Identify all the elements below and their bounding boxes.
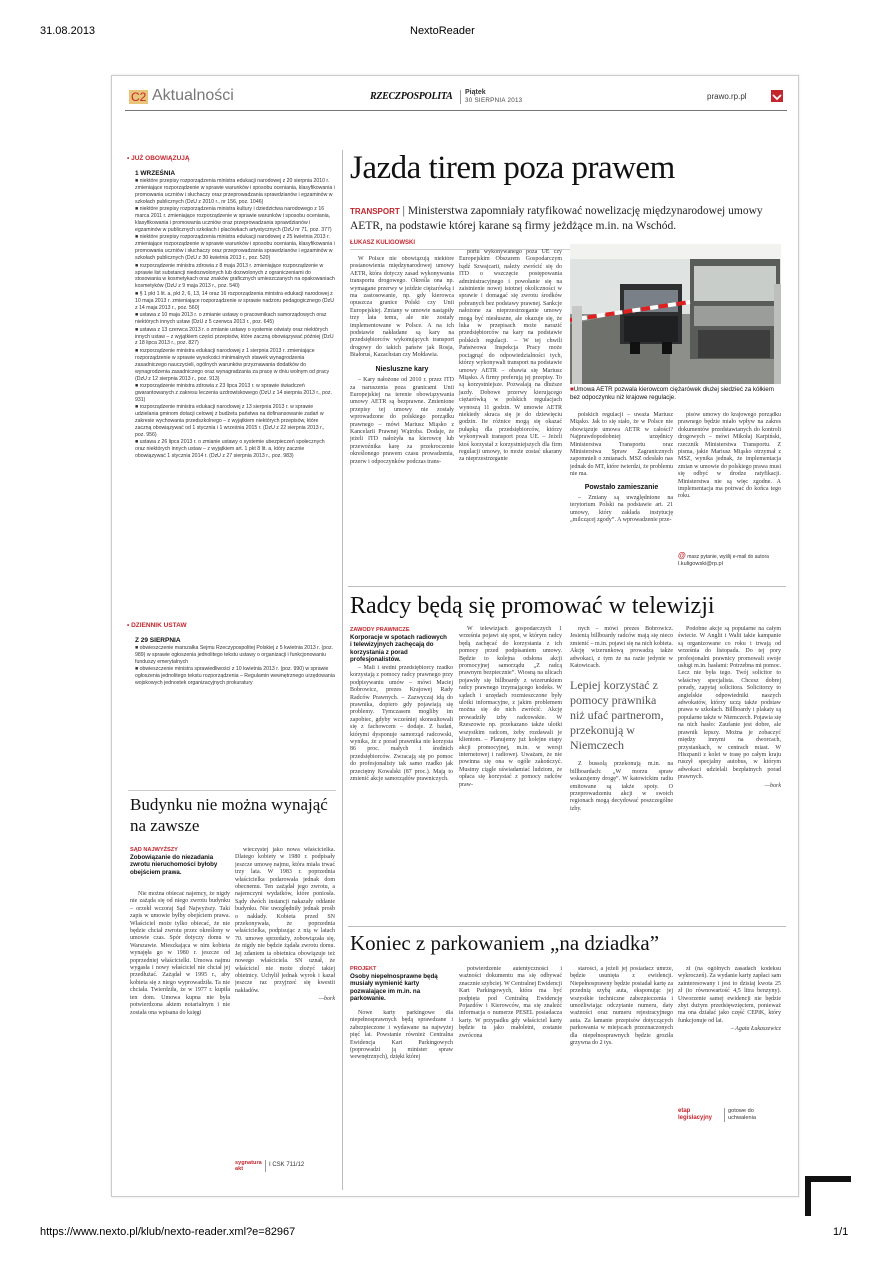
paper-name: RZECZPOSPOLITA (370, 91, 453, 102)
article-col-2: portu wykonywanego poza UE czy Europejskim Obszarem Gospodarczym bądź Szwajcarii, należy zwrócić się do ITD o wszczęcie postępowania administracyjnego i powołanie się na zaistnienie nowej istotnej okoliczności w sprawie i domagać się zwrotu środków pobranych bez podstawy prawnej. Sankcje nałożone za nieprzestrzeganie umowy mogą być niesłuszne, ale okazuje się, że luka w przepisach może narazić przedsiębiorców na kary na podstawie polskich regulacji. – W tej chwili Państwowa Inspekcja Pracy może pociągnąć do odpowiedzialności tych, którzy wykonywali transport na podstawie umowy AETR – obawia się Mariusz Miąsko. A firmy preferują jej przepisy. To są korzystniejsze. Pozwalają na dłuższe jazdy. Dobowe przerwy kierującego ciężarówką w polskich regulacjach wynoszą 11 godzin. W umowie AETR niekiedy skraca się je do dziewięciu godzin. Ite różnice mogą się okazać pułapką dla przedsiębiorców, którzy wykonywali transport poza UE. – Jeżeli ktoś korzystał z korzystniejszych dla firm regulacji umowy, to może zostać ukarany za nieprzestrzeganie (459, 249, 562, 463)
page-url[interactable]: https://www.nexto.pl/klub/nexto-reader.xml?e=82967 (40, 1226, 296, 1238)
masthead (125, 86, 787, 108)
at-icon: @ (678, 551, 686, 560)
day-label: Piątek (465, 89, 486, 96)
deck: Zobowiązanie do niezadania zwrotu nieruchomości byłoby obejściem prawa. (130, 854, 218, 876)
logo-icon (771, 90, 783, 102)
kicker: PROJEKT (350, 966, 377, 972)
masthead-rule (125, 110, 787, 111)
app-title: NextoReader (410, 25, 475, 37)
photo-caption: ■Umowa AETR pozwala kierowcom ciężarówek dłużej siedzieć za kółkiem bez odpoczynku niż krajowe regulacje. (570, 386, 774, 401)
list-item: ■ obwieszczenie marszałka Sejmu Rzeczypospolitej Polskiej z 5 kwietnia 2013 r. (poz. 989) w sprawie ogłoszenia jednolitego tekstu ustawy o organizacji i funkcjonowaniu funduszy emerytalnych (135, 645, 334, 665)
kicker: SĄD NAJWYŻSZY (130, 847, 178, 853)
article-col-1: Nowe karty parkingowe dla niepełnosprawnych będą sprawdzane i zabezpieczone i wydawane na najwyżej pięć lat. Powstanie również Centralna Ewidencja Kart Parkingowych (poprowadzi ją minister spraw wewnętrznych), dzięki której (350, 1010, 453, 1061)
sidebar-divider (342, 150, 343, 1190)
section-rule-1 (348, 586, 786, 587)
deck: TRANSPORT | Ministerstwa zapomniały ratyfikować nowelizację międzynarodowej umowy AETR, na podstawie której karane są firmy jeżdżące m.in. na Wschód. (350, 205, 763, 232)
legislative-stage-label: etap legislacyjny (678, 1108, 713, 1121)
sidebar-title-2: • DZIENNIK USTAW (127, 622, 187, 629)
sidebar-date-2: Z 29 SIERPNIA (135, 637, 181, 644)
print-date: 31.08.2013 (40, 25, 96, 37)
section-name: Aktualności (152, 87, 234, 104)
list-item: ■ ustawa z 26 lipca 2013 r. o zmianie ustawy o systemie ubezpieczeń społecznych oraz niektórych innych ustaw – z wyjątkiem art. 1 pkt 8 lit. a, który zacznie obowiązywać 1 stycznia 2014 r. (DzU z 27 sierpnia 2013 r., poz. 983) (135, 439, 325, 460)
kicker: ZAWODY PRAWNICZE (350, 627, 410, 633)
deck: Korporacje w spotach radiowych i telewizyjnych zachęcają do korzystania z porad profesjonalistów. (350, 634, 447, 664)
list-item: ■ niektóre przepisy rozporządzenia ministra kultury i dziedzictwa narodowego z 16 marca 2011 r. zmieniające rozporządzenie w sprawie warunków i sposobu oceniania, klasyfikowania i promowania uczniów oraz przeprowadzania sprawdzianów i egzaminów w publicznych szkołach i placówkach artystycznych (DzU nr 71, poz. 377) (135, 206, 332, 233)
headline: Radcy będą się promować w telewizji (350, 593, 715, 619)
article-col-2: W telewizjach gospodarczych 1 września pojawi się spot, w którym radcy będą zachęcać do korzystania z ich pomocy przed podpisaniem umowy. Będzie to kolejna odsłona akcji promocyjnej samorządu „Z radcą prawnym bezpiecznie”. Wiosną na ulicach pojawiły się billboardy z wizerunkiem radcy prawnego trzymającego kodeks. W sądach i urzędach rozmieszczone były ulotki informacyjne, z jakim problemem można się do nich zwrócić. Akcję prowadziły izby radcowskie. W Rzeszowie np. przekazano także ulotki wszystkim radcom, żeby rozdawali je klientom. – Planujemy już kolejne etapy akcji promocyjnej, m.in. w wersji internetowej i radiowej. Uważam, że nie powinna się ona w ogóle zakończyć. Musimy ciągle uświadamiać ludziom, że opłaca się korzystać z pomocy radców praw- (459, 626, 562, 788)
sig-divider (265, 1160, 266, 1172)
article-parkowanie (348, 930, 788, 1192)
article-col-2: potwierdzenie autentyczności i ważności dokumentu ma się odbywać znacznie szybciej. W Centralnej Ewidencji Kart Parkingowych, która ma być podpięta pod Centralną Ewidencję Pojazdów i Kierowców, ma się znaleźć informacja o numerze PESEL posiadacza karty. W przypadku gdy właściciel karty będzie tu jako małoletni, zostanie zwrócona (459, 966, 562, 1039)
list-item: ■ rozporządzenie ministra edukacji narodowej z 13 sierpnia 2013 r. w sprawie udzielania gminom dotacji celowej z budżetu państwa na dofinansowanie zadań w zakresie wychowania przedszkolnego – z wyjątkiem niektórych przepisów, które zaczną obowiązywać od 1 stycznia i 1 września 2015 r. (DzU z 22 sierpnia 2013 r., poz. 956) (135, 404, 325, 438)
article-col-3: polskich regulacji – uważa Mariusz Miąsko. Jak to się stało, że w Polsce nie obowiązuje umowa AETR w całości? Najprawdopodobniej urzędnicy Ministerstwa Transportu oraz Ministerstwa Spraw Zagranicznych zapomnieli o zmianach. MSZ odesłało nas jednak do MT, które twierdzi, że problemu nie ma. Powstało zamieszanie – Zmiany są uwzględnione na terytorium Polski na podstawie art. 21 umowy, który zakłada instytucję „milczącej zgody”. A wprowadzenie prze- (570, 412, 673, 524)
article-budynku (128, 794, 338, 1194)
author: ŁUKASZ KULIGOWSKI (350, 240, 415, 246)
list-item: ■ rozporządzenie ministra zdrowia z 8 maja 2013 r. zmieniające rozporządzenie w sprawie list substancji niedozwolonych lub dozwolonych z ograniczeniami do stosowania w kosmetykach oraz znaków graficznych umieszczanych na opakowaniach kosmetyków (DzU z 9 maja 2013 r., poz. 540) (135, 262, 335, 290)
article-col-4: Podobne akcje są popularne na całym świecie. W Anglii i Walii takie kampanie są organizowane co roku i trwają od września do listopada. Do tej pory profesjonalni prawnicy promowali swoje usługi m.in. hasłami: Potrzebna mi pomoc. Lecz nie była tego. Twój solicitor to właściwy specjalista. Chcesz dobrej porady, zapytaj solicitora. Solicitorzy to angielskie odpowiedniki naszych adwokatów, którzy uczą także podstaw prawa w szkołach. Billboardy i plakaty są popularne także w Niemczech. Pojawia się na nich hasło: Zaufanie jest dobre, ale prawnik lepszy. Można je zobaczyć między innymi na dworcach, przystankach, w centrach miast. W Hiszpanii z kolei w trasę po całym kraju ruszył specjalny autobus, w którym adwokaci udzielali bezpłatnych porad prawnych. —bork (678, 626, 781, 789)
article-radcy (348, 592, 788, 922)
list-item: ■ rozporządzenie ministra zdrowia z 23 lipca 2013 r. w sprawie świadczeń gwarantowanych z zakresu leczenia uzdrowiskowego (DzU z 14 sierpnia 2013 r., poz. 931) (135, 383, 332, 403)
deck: Osoby niepełnosprawne będą musiały wymienić karty pozwalające im m.in. na parkowanie. (350, 973, 438, 1003)
corner-mark (805, 1176, 851, 1216)
article-col-1: – Mali i średni przedsiębiorcy rzadko korzystają z pomocy radcy prawnego przy podpisywaniu umów – mówi Maciej Bobrowicz, prezes Krajowej Rady Radców Prawnych. – Zazwyczaj idą do prawnika, dopiero gdy pojawiają się problemy. Tymczasem mogliby im zapobiec, gdyby wcześniej skonsultowali się z fachowcem – dodaje. Z badań, którymi dysponuje samorząd radcowski, wynika, że z porad prawnika nie korzysta 86 proc. małych i średnich przedsiębiorców. Zwracają się po pomoc do profesjonalisty tak samo rzadko jak przeciętny Kowalski (87 proc.). Mają to zmienić akcje samorządów prawniczych. (350, 665, 453, 783)
sidebar-list-1 (135, 178, 335, 596)
date-label: 30 SIERPNIA 2013 (465, 97, 523, 104)
sidebar-list-2 (135, 645, 335, 688)
article-col-1: W Polsce nie obowiązują niektóre postanowienia międzynarodowej umowy AETR, która dotyczy zasad wykonywania transportu drogowego. Określa ona np. wymagane przerwy w jeździe ciężarówką i ma zastosowanie, np. gdy kierowca opuszcza granice Polski czy Unii Europejskiej. Zmiany w umowie nastąpiły trzy lata temu, ale nie zostały implementowane w Polsce. A na ich podstawie nakładane są kary na przedsiębiorców wykonujących transport drogowy do takich państw jak Rosja, Białoruś, Kazachstan czy Mołdawia. Niesluszne kary – Kary nałożone od 2010 r. przez ITD za naruszenia poza granicami Unii Europejskiej na terenie obowiązywania umowy AETR są bezprawne. Zmienione przepisy tej umowy nie zostały wprowadzone do polskiego porządku prawnego – mówi Mariusz Miąsko z Kancelarii Prawnej Wątroba. Dodaje, że jeżeli ITD nałożyła na kierowcę lub przewoźnika karę za przekroczenie określonego prawem czasu prowadzenia, przerw i odpoczynków podczas trans- (350, 256, 454, 465)
section-rule-2 (348, 926, 786, 927)
section-number: C2 (131, 90, 147, 104)
headline: Koniec z parkowaniem „na dziadka” (350, 931, 660, 955)
list-item: ■ obwieszczenie ministra sprawiedliwości z 10 kwietnia 2013 r. (poz. 990) w sprawie ogłoszenia jednolitego tekstu rozporządzenia – Regulamin wewnętrznego urzędowania wojskowych jednostek organizacyjnych prokuratury (135, 666, 335, 687)
list-item: ■ niektóre przepisy rozporządzenia ministra edukacji narodowej z 20 sierpnia 2010 r. zmieniające rozporządzenie w sprawie warunków i sposobu oceniania, klasyfikowania i promowania uczniów i słuchaczy oraz przeprowadzania sprawdzianów i egzaminów w szkołach publicznych (DzU z 2010 r., nr 156, poz. 1046) (135, 178, 335, 205)
article-col-1: Nie można obiecać najemcy, że nigdy nie zażąda się od niego zwrotu budynku – orzekł wczoraj Sąd Najwyższy. Taki zapis w umowie byłby obejściem prawa. Właściciel może tylko obiecać, że nie będzie chciał zwrotu przez określony w umowie czas. Spór dotyczy domu w Warszawie. Mieszkająca w nim kobieta wynajęła go w 1980 r. jeszcze od poprzedniej właścicielki. Umowa najmu wygasła i nowy właściciel nie chciał jej przedłużać. Zażądał w 1995 r., aby kobieta się z niego wyprowadziła. Ta nie chciała. Twierdziła, że w 1977 r. kupiła ten dom. Umowa kupna nie była potwierdzona aktem notarialnym i nie została ona wpisana do księgi (130, 891, 230, 1016)
truck-photo (570, 244, 781, 384)
signature-value: I CSK 711/12 (269, 1162, 305, 1168)
article-jazda-tirem (348, 148, 788, 583)
signature-label: sygnatura akt (235, 1160, 262, 1173)
headline: Budynku nie można wynająć na zawsze (130, 795, 328, 835)
legislative-stage-value: gotowe do uchwalenia (728, 1108, 756, 1121)
site-link[interactable]: prawo.rp.pl (707, 92, 747, 101)
list-item: ■ rozporządzenie ministra edukacji narodowej z 1 sierpnia 2013 r. zmieniające rozporządzenie w sprawie wysokości minimalnych stawek wynagrodzenia zasadniczego nauczycieli, ogólnych warunków przyznawania dodatków do wynagrodzenia zasadniczego oraz wynagradzania za pracę w dniu wolnym od pracy (DzU z 12 sierpnia 2013 r., poz. 913) (135, 347, 330, 382)
art3-top-rule (128, 790, 336, 791)
page-count: 1/1 (833, 1226, 849, 1238)
article-col-4: pisów umowy do krajowego porządku prawnego będzie miało wpływ na zakres dokumentów przedstawianych do kontroli drogowych – mówi Mikołaj Karpiński, rzecznik Ministerstwa Transportu. Z pisma, jakie Mariusz Miąsko otrzymał z MSZ, wynika jednak, że implementacja zmian w umowie do polskiego prawa musi się odbyć w drodze ratyfikacji. Ministerstwa nie są więc zgodne. A implementacja ma potrwać do końca tego roku. (678, 412, 781, 500)
list-item: ■ ustawa z 13 czerwca 2013 r. o zmianie ustawy o systemie oświaty oraz niektórych innych ustaw – z wyjątkiem części przepisów, które zaczną obowiązywać później (DzU z 18 lipca 2013 r., poz. 827) (135, 326, 334, 347)
article-col-3: starości, a jeżeli jej posiadacz umrze, będzie usunięta z ewidencji. Niepełnosprawny będzie posiadał kartę za przednią szybą auta, eksponując jej wszystkie techniczne zabezpieczenia i umożliwiając odczytanie numeru, daty ważności oraz numeru rejestracyjnego auta. Za łamanie przepisów dotyczących parkowania w miejscach przeznaczonych dla niepełnosprawnych będzie groziła grzywna do 2 tys. (570, 966, 673, 1047)
email-box[interactable]: @ masz pytanie, wyślij e-mail do autora l.kuligowski@rp.pl (678, 551, 769, 567)
list-item: ■ § 1 pkt 1 lit. a, pkt 2, 6, 13, 14 oraz 16 rozporządzenia ministra edukacji narodowej z 10 maja 2013 r. zmieniające rozporządzenie w sprawie nadzoru pedagogicznego (DzU z 14 maja 2013 r., poz. 560) (135, 290, 334, 311)
list-item: ■ niektóre przepisy rozporządzenia ministra edukacji narodowej z 25 kwietnia 2013 r. zmieniające rozporządzenie w sprawie warunków i sposobu oceniania, klasyfikowania i promowania uczniów i słuchaczy oraz przeprowadzania sprawdzianów i egzaminów w szkołach publicznych (DzU z 30 kwietnia 2013 r., poz. 520) (135, 234, 335, 262)
stage-divider (724, 1108, 725, 1122)
list-item: ■ ustawa z 10 maja 2013 r. o zmianie ustawy o pracownikach samorządowych oraz niektórych innych ustaw (DzU z 5 czerwca 2013 r., poz. 645) (135, 312, 327, 326)
article-col-3: nych – mówi prezes Bobrowicz. Jesienią billboardy radców mają się nieco zmienić – m.in. pojawi się na nich kobieta. Akcję wizerunkową prowadzą także adwokaci, z tym że na razie jedynie w Katowicach. Lepiej korzystać z pomocy prawnika niż ufać partnerom, przekonują w Niemczech Z bussolą przekonują m.in. na billboardach: „W morzu spraw wskazujemy drogę”. W katowickim radiu emitowane są także spoty. O przeprowadzeniu akcji w swoich regionach mogą decydować poszczególne izby. (570, 626, 673, 812)
sidebar-title-1: • JUŻ OBOWIĄZUJĄ (127, 155, 190, 162)
sidebar (127, 155, 335, 775)
masthead-divider (460, 90, 461, 104)
article-col-4: zł (na ogólnych zasadach kodeksu wykroczeń). Za wydanie karty zapłaci sam zainteresowany i jest to dzisiaj kwota 25 zł (to równowartość 4,5 litra benzyny). Utworzenie samej ewidencji nie będzie zbyt dużym przedsięwzięciem, ponieważ ma ona działać jako część CEPiK, który funkcjonuje od lat. – Agata Łukaszewicz (678, 966, 781, 1033)
sidebar-date-1: 1 WRZEŚNIA (135, 170, 176, 177)
headline: Jazda tirem poza prawem (350, 150, 675, 186)
article-col-2: wieczystej jako nowa właścicielka. Dlatego kobiety w 1980 r. podpisały jeszcze umowę najmu, która miała trwać trzy lata. W 1983 r. poprzednia właścicielka podarowała jednak dom obecnemu. Ten zażądał jego zwrotu, a najemczyni wydatków, które poniosła. Sądy dwóch instancji nakazały oddanie budynku. Nie uwzględniły jednak prośb o nakłady. Kobieta przed SN przekonywała, że poprzednia właścicielka, podpisując z nią w latach 70. umowę sprzedaży, zobowiązała się, że nigdy nie będzie żądała zwrotu domu. Jej zdaniem ta obietnica obowiązuje też nowego właściciela. SN uznał, że właściciel nie może złożyć takiej obietnicy. Uchylił jednak wyrok i kazał jeszcze raz przyjrzeć się kwestii nakładów. —bork (235, 847, 335, 1003)
